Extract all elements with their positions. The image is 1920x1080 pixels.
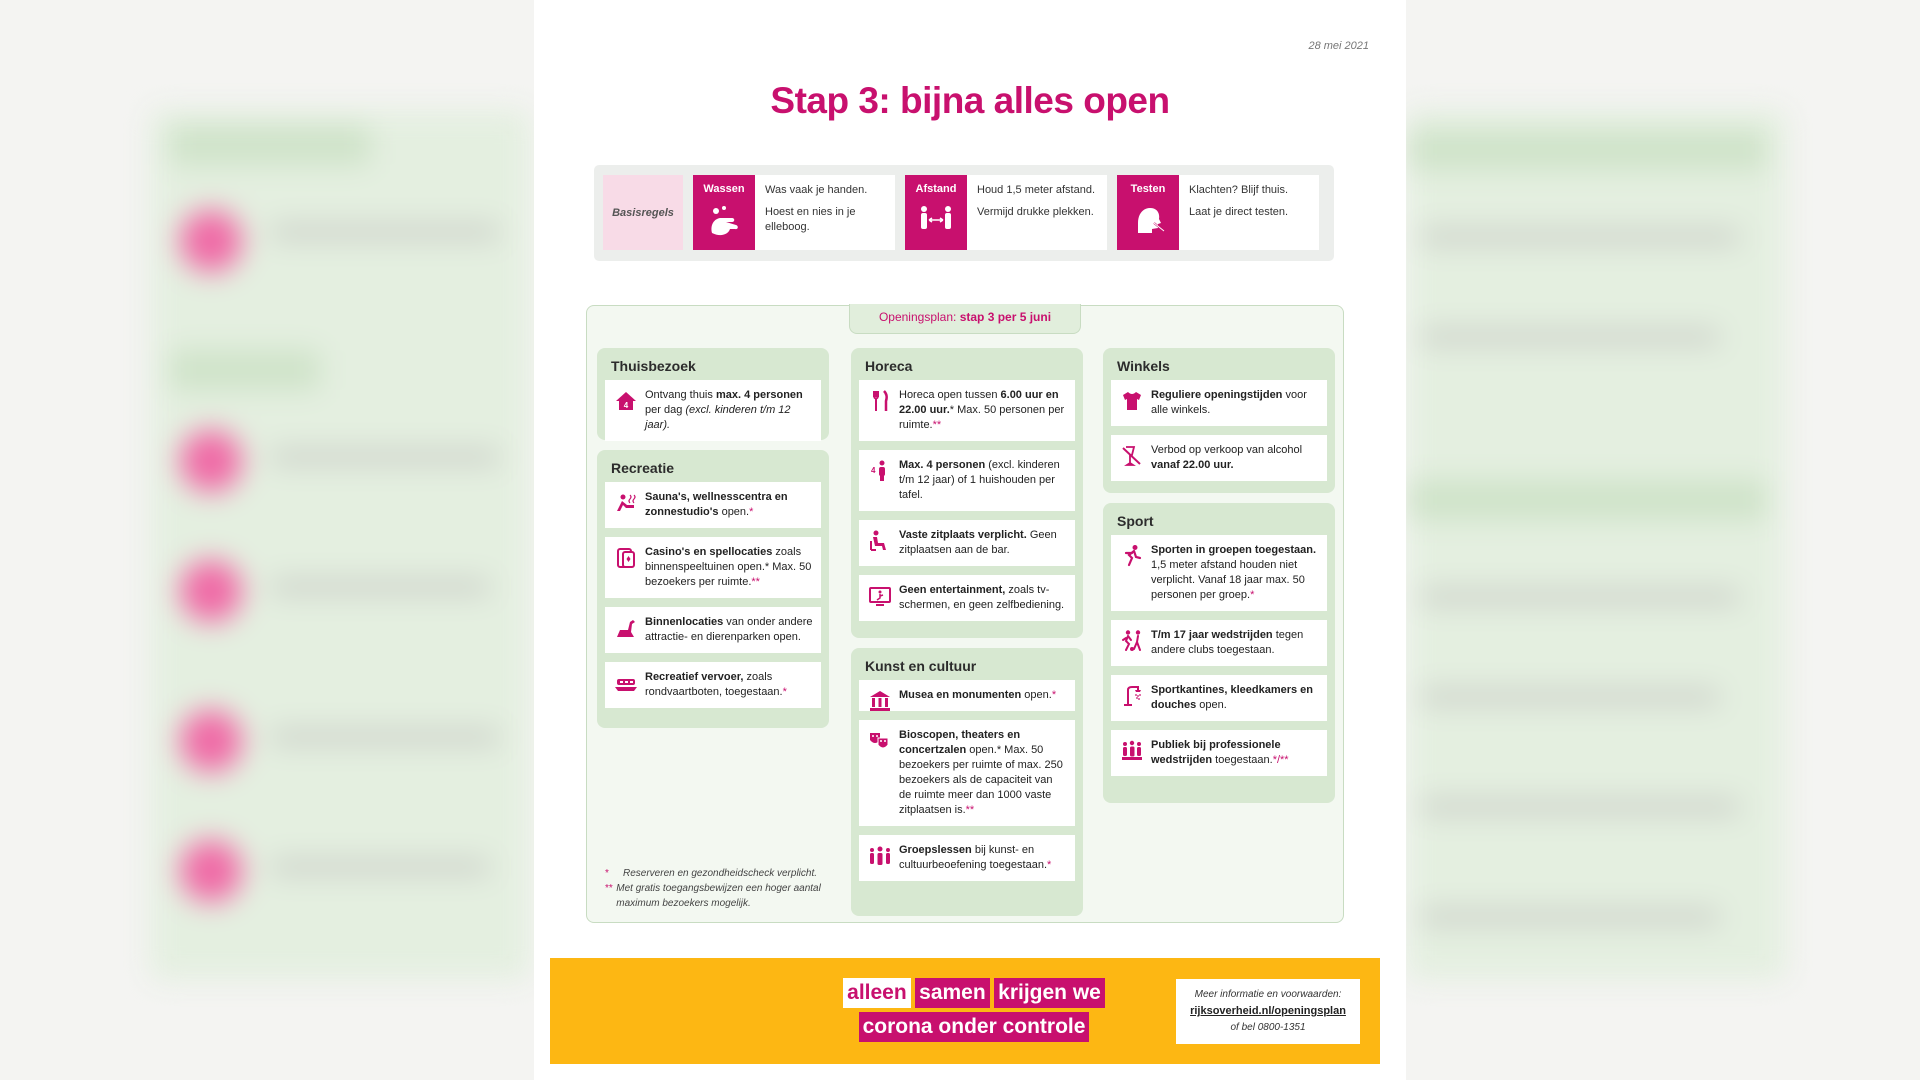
section-sport	[1103, 503, 1335, 803]
group-icon	[868, 844, 892, 868]
rule-tag-wassen: Wassen	[703, 183, 745, 195]
item-text: open.	[718, 506, 750, 518]
rule-afstand	[905, 175, 1107, 250]
slogan-word: alleen	[843, 978, 911, 1008]
section-recreatie	[597, 450, 829, 728]
item-text: (excl. kinderen t/m 12 jaar) of 1 huishouden per tafel.	[899, 459, 1060, 501]
item-bold: Max. 4 personen	[899, 459, 986, 471]
footnote-mark: *	[605, 868, 609, 879]
item-bold: Publiek bij professionele wedstrijden	[1151, 739, 1281, 766]
section-kunst-en-cultuur	[851, 648, 1083, 916]
item-text: Geen zitplaatsen aan de bar.	[899, 529, 1057, 556]
slogan-word: corona onder controle	[859, 1012, 1090, 1042]
item-bold: Groepslessen	[899, 844, 972, 856]
item-star: *	[782, 686, 787, 698]
item-text: zoals binnenspeeltuinen open.* Max. 50 bezoekers per ruimte.	[645, 546, 812, 588]
rule-text-2: Vermijd drukke plekken.	[977, 206, 1094, 218]
item-text: per dag	[645, 404, 686, 416]
footnote-mark: **	[605, 883, 613, 894]
seat-icon	[868, 529, 892, 553]
item-bold: Sportkantines, kleedkamers en douches	[1151, 684, 1314, 711]
rule-text-1: Was vaak je handen.	[765, 184, 868, 196]
park-icon	[614, 616, 638, 640]
list-item	[605, 380, 821, 441]
item-italic: (excl. kinderen t/m 12 jaar).	[645, 404, 791, 431]
item-star: **	[932, 419, 942, 431]
section-title: Recreatie	[611, 460, 675, 476]
openingsplan-tab-prefix: Openingsplan:	[878, 310, 960, 324]
item-text: open.	[1196, 699, 1227, 711]
item-bold: Vaste zitplaats verplicht.	[899, 529, 1027, 541]
list-item	[605, 537, 821, 598]
list-item	[1111, 675, 1327, 721]
item-star: **	[751, 576, 760, 588]
info-title: Meer informatie en voorwaarden:	[1194, 989, 1342, 1000]
runner-icon	[1120, 544, 1144, 568]
item-text: voor alle winkels.	[1151, 389, 1307, 416]
list-item	[859, 520, 1075, 566]
shirt-icon	[1120, 389, 1144, 413]
item-bold: Sporten in groepen toegestaan.	[1151, 544, 1317, 556]
item-text: open.* Max. 50 bezoekers per ruimte of max. 250 bezoekers als de capaciteit van de ruimte meer dan 1000 vaste zitplaatsen is.	[899, 744, 1063, 816]
item-star: *	[749, 506, 754, 518]
distance-icon	[918, 203, 954, 239]
casino-icon	[614, 546, 638, 570]
list-item	[859, 450, 1075, 511]
item-star: *	[1250, 589, 1255, 601]
item-text: zoals rondvaartboten, toegestaan.	[645, 671, 783, 698]
rule-tag-testen: Testen	[1130, 183, 1166, 195]
list-item	[605, 607, 821, 653]
item-bold: Recreatief vervoer,	[645, 671, 744, 683]
openingsplan-panel	[586, 305, 1344, 923]
section-thuisbezoek	[597, 348, 829, 440]
item-bold: T/m 17 jaar wedstrijden	[1151, 629, 1273, 641]
section-title: Kunst en cultuur	[865, 658, 977, 674]
svg-text:4: 4	[871, 466, 876, 475]
item-text: Verbod op verkoop van alcohol	[1151, 444, 1303, 456]
item-text: zoals tv-schermen, en geen zelfbediening.	[899, 584, 1065, 611]
item-bold: Reguliere openingstijden	[1151, 389, 1283, 401]
rule-testen	[1117, 175, 1319, 250]
list-item	[859, 575, 1075, 621]
poster	[534, 0, 1406, 1080]
item-text: tegen andere clubs toegestaan.	[1151, 629, 1304, 656]
list-item	[605, 662, 821, 708]
openingsplan-tab	[849, 304, 1081, 334]
rule-text-1: Klachten? Blijf thuis.	[1189, 184, 1289, 196]
item-bold: Binnenlocaties	[645, 616, 724, 628]
museum-icon	[868, 689, 892, 713]
list-item	[1111, 535, 1327, 611]
item-text: open.	[1021, 689, 1052, 701]
basisregels-panel	[594, 165, 1334, 261]
list-item	[859, 835, 1075, 881]
basisregels-label: Basisregels	[603, 175, 683, 250]
theater-icon	[868, 729, 892, 753]
test-icon	[1130, 203, 1166, 239]
list-item	[1111, 435, 1327, 481]
openingsplan-tab-date: stap 3 per 5 juni	[959, 310, 1052, 324]
item-text: toegestaan.	[1212, 754, 1273, 766]
list-item	[859, 720, 1075, 826]
section-title: Horeca	[865, 358, 913, 374]
footnotes	[605, 866, 830, 911]
boat-icon	[614, 671, 638, 695]
slogan	[834, 978, 1114, 1046]
item-text: Ontvang thuis	[645, 389, 716, 401]
footnote-text: Met gratis toegangsbewijzen een hoger aantal maximum bezoekers mogelijk.	[616, 883, 821, 909]
item-star: *	[1047, 859, 1052, 871]
item-text: Horeca open tussen	[899, 389, 1001, 401]
rule-text-2: Laat je direct testen.	[1189, 206, 1289, 218]
list-item	[1111, 730, 1327, 776]
rule-text-1: Houd 1,5 meter afstand.	[977, 184, 1096, 196]
section-winkels	[1103, 348, 1335, 493]
item-bold: 6.00 uur en 22.00 uur.	[899, 389, 1059, 416]
section-title: Sport	[1117, 513, 1154, 529]
slogan-word: krijgen we	[994, 978, 1105, 1008]
date: 28 mei 2021	[1308, 40, 1369, 52]
shower-icon	[1120, 684, 1144, 708]
item-star: */**	[1272, 754, 1289, 766]
slogan-word: samen	[915, 978, 990, 1008]
list-item	[605, 482, 821, 528]
rule-tag-afstand: Afstand	[915, 183, 957, 195]
list-item	[1111, 380, 1327, 426]
info-box	[1176, 979, 1360, 1044]
item-text: bij kunst- en cultuurbeoefening toegestaan.	[899, 844, 1048, 871]
list-item	[859, 680, 1075, 711]
section-title: Winkels	[1117, 358, 1170, 374]
group-four-icon	[868, 459, 892, 483]
audience-icon	[1120, 739, 1144, 763]
item-bold: vanaf 22.00 uur.	[1151, 459, 1234, 471]
item-star: *	[1051, 689, 1057, 701]
tv-icon	[868, 584, 892, 608]
section-horeca	[851, 348, 1083, 638]
item-text: 1,5 meter afstand houden niet verplicht. Vanaf 18 jaar max. 50 personen per groep.	[1151, 559, 1305, 601]
house-icon	[614, 389, 638, 413]
item-text: * Max. 50 personen per ruimte.	[899, 404, 1065, 431]
list-item	[1111, 620, 1327, 666]
rule-text-2: Hoest en nies in je elleboog.	[765, 206, 856, 233]
hands-wash-icon	[706, 203, 742, 239]
item-star: **	[965, 804, 975, 816]
cutlery-icon	[868, 389, 892, 413]
item-bold: Sauna's, wellnesscentra en zonnestudio's	[645, 491, 788, 518]
item-text: van onder andere attractie- en dierenparken open.	[645, 616, 813, 643]
footnote-text: Reserveren en gezondheidscheck verplicht.	[623, 868, 817, 879]
football-icon	[1120, 629, 1144, 653]
item-bold: Casino's en spellocaties	[645, 546, 773, 558]
svg-text:4: 4	[623, 401, 629, 410]
item-bold: Geen entertainment,	[899, 584, 1006, 596]
list-item	[859, 380, 1075, 441]
section-title: Thuisbezoek	[611, 358, 696, 374]
footer-banner	[550, 958, 1380, 1064]
info-link[interactable]: rijksoverheid.nl/openingsplan	[1190, 1005, 1346, 1017]
item-bold: Bioscopen, theaters en concertzalen	[899, 729, 1021, 756]
info-phone: of bel 0800-1351	[1230, 1022, 1306, 1033]
item-bold: Musea en monumenten	[899, 689, 1022, 701]
page-title: Stap 3: bijna alles open	[770, 80, 1170, 121]
rule-wassen	[693, 175, 895, 250]
sauna-icon	[614, 491, 638, 515]
item-bold: max. 4 personen	[715, 389, 803, 401]
no-alcohol-icon	[1120, 444, 1144, 468]
